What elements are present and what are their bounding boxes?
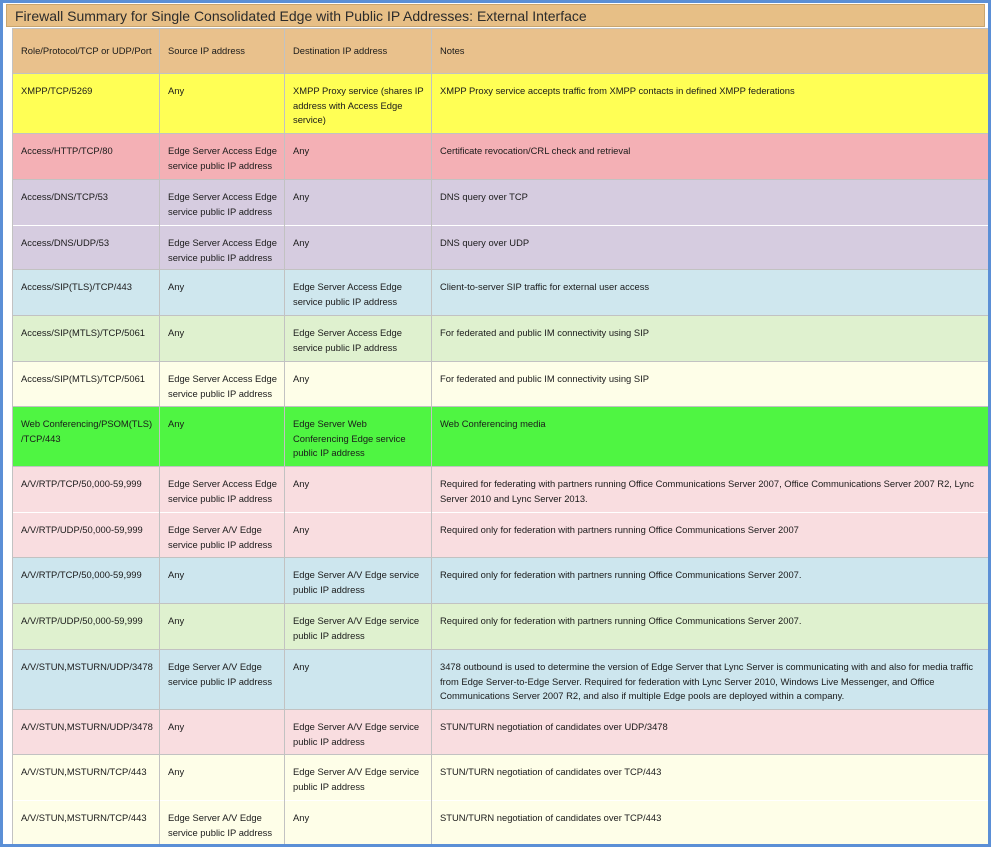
cell-source: Edge Server Access Edge service public IP address	[160, 362, 285, 407]
cell-source: Any	[160, 755, 285, 801]
cell-role: A/V/STUN,MSTURN/TCP/443	[13, 801, 160, 846]
cell-destination: Any	[285, 650, 432, 710]
cell-role: Access/DNS/UDP/53	[13, 226, 160, 270]
cell-role: Access/SIP(MTLS)/TCP/5061	[13, 362, 160, 407]
cell-destination: Edge Server A/V Edge service public IP address	[285, 558, 432, 604]
cell-notes: STUN/TURN negotiation of candidates over TCP/443	[432, 801, 991, 846]
cell-notes: 3478 outbound is used to determine the version of Edge Server that Lync Server is communicating with and also for media traffic from Edge Server-to-Edge Server. Required for federation with Lync Server 2010, Windows Live Messenger, and Office Communications Server 2007 R2, and also if multiple Edge pools are deployed within a company.	[432, 650, 991, 710]
cell-role: A/V/RTP/UDP/50,000-59,999	[13, 513, 160, 558]
cell-destination: XMPP Proxy service (shares IP address with Access Edge service)	[285, 74, 432, 134]
table-row	[13, 604, 991, 650]
cell-role: Access/DNS/TCP/53	[13, 180, 160, 226]
header-role-protocol-port: Role/Protocol/TCP or UDP/Port	[13, 29, 160, 74]
table-row	[13, 362, 991, 407]
cell-role: A/V/RTP/UDP/50,000-59,999	[13, 604, 160, 650]
cell-source: Any	[160, 407, 285, 467]
cell-notes: STUN/TURN negotiation of candidates over UDP/3478	[432, 710, 991, 755]
cell-source: Any	[160, 270, 285, 316]
table-caption: Firewall Summary for Single Consolidated Edge with Public IP Addresses: External Interface	[6, 4, 985, 27]
cell-notes: For federated and public IM connectivity using SIP	[432, 362, 991, 407]
cell-role: A/V/RTP/TCP/50,000-59,999	[13, 558, 160, 604]
header-destination-ip: Destination IP address	[285, 29, 432, 74]
cell-notes: DNS query over TCP	[432, 180, 991, 226]
table-row	[13, 710, 991, 755]
table-row	[13, 558, 991, 604]
cell-notes: Required for federating with partners running Office Communications Server 2007, Office Communications Server 2007 R2, Lync Server 2010 and Lync Server 2013.	[432, 467, 991, 513]
cell-source: Edge Server A/V Edge service public IP address	[160, 650, 285, 710]
cell-source: Any	[160, 604, 285, 650]
cell-source: Any	[160, 74, 285, 134]
cell-role: Web Conferencing/PSOM(TLS) /TCP/443	[13, 407, 160, 467]
table-row	[13, 316, 991, 362]
cell-destination: Edge Server Access Edge service public IP address	[285, 316, 432, 362]
table-row	[13, 134, 991, 180]
cell-destination: Any	[285, 467, 432, 513]
cell-destination: Any	[285, 513, 432, 558]
table-row	[13, 407, 991, 467]
cell-role: XMPP/TCP/5269	[13, 74, 160, 134]
header-source-ip: Source IP address	[160, 29, 285, 74]
cell-notes: Web Conferencing media	[432, 407, 991, 467]
cell-notes: DNS query over UDP	[432, 226, 991, 270]
cell-notes: Certificate revocation/CRL check and retrieval	[432, 134, 991, 180]
cell-source: Edge Server Access Edge service public IP address	[160, 134, 285, 180]
cell-notes: Required only for federation with partners running Office Communications Server 2007.	[432, 558, 991, 604]
cell-source: Edge Server Access Edge service public IP address	[160, 226, 285, 270]
cell-role: A/V/RTP/TCP/50,000-59,999	[13, 467, 160, 513]
cell-source: Edge Server Access Edge service public IP address	[160, 467, 285, 513]
cell-notes: Client-to-server SIP traffic for external user access	[432, 270, 991, 316]
cell-destination: Edge Server Access Edge service public IP address	[285, 270, 432, 316]
cell-destination: Any	[285, 180, 432, 226]
cell-source: Any	[160, 316, 285, 362]
cell-role: A/V/STUN,MSTURN/UDP/3478	[13, 650, 160, 710]
cell-destination: Edge Server Web Conferencing Edge service public IP address	[285, 407, 432, 467]
cell-role: Access/HTTP/TCP/80	[13, 134, 160, 180]
table-row	[13, 755, 991, 801]
cell-notes: For federated and public IM connectivity using SIP	[432, 316, 991, 362]
cell-role: A/V/STUN,MSTURN/UDP/3478	[13, 710, 160, 755]
cell-destination: Any	[285, 801, 432, 846]
cell-role: A/V/STUN,MSTURN/TCP/443	[13, 755, 160, 801]
cell-source: Any	[160, 710, 285, 755]
cell-source: Any	[160, 558, 285, 604]
table-row	[13, 270, 991, 316]
table-row	[13, 467, 991, 513]
cell-destination: Any	[285, 134, 432, 180]
cell-role: Access/SIP(MTLS)/TCP/5061	[13, 316, 160, 362]
cell-destination: Edge Server A/V Edge service public IP address	[285, 710, 432, 755]
cell-destination: Edge Server A/V Edge service public IP address	[285, 755, 432, 801]
table-row	[13, 650, 991, 710]
cell-source: Edge Server Access Edge service public IP address	[160, 180, 285, 226]
cell-notes: XMPP Proxy service accepts traffic from XMPP contacts in defined XMPP federations	[432, 74, 991, 134]
cell-role: Access/SIP(TLS)/TCP/443	[13, 270, 160, 316]
header-row	[13, 29, 991, 74]
cell-destination: Any	[285, 362, 432, 407]
cell-notes: Required only for federation with partners running Office Communications Server 2007	[432, 513, 991, 558]
table-row	[13, 226, 991, 270]
cell-notes: STUN/TURN negotiation of candidates over TCP/443	[432, 755, 991, 801]
cell-source: Edge Server A/V Edge service public IP address	[160, 513, 285, 558]
firewall-summary-table	[12, 28, 991, 846]
cell-source: Edge Server A/V Edge service public IP address	[160, 801, 285, 846]
table-row	[13, 180, 991, 226]
header-notes: Notes	[432, 29, 991, 74]
cell-notes: Required only for federation with partners running Office Communications Server 2007.	[432, 604, 991, 650]
table-row	[13, 74, 991, 134]
table-row	[13, 513, 991, 558]
table-row	[13, 801, 991, 846]
cell-destination: Edge Server A/V Edge service public IP address	[285, 604, 432, 650]
cell-destination: Any	[285, 226, 432, 270]
